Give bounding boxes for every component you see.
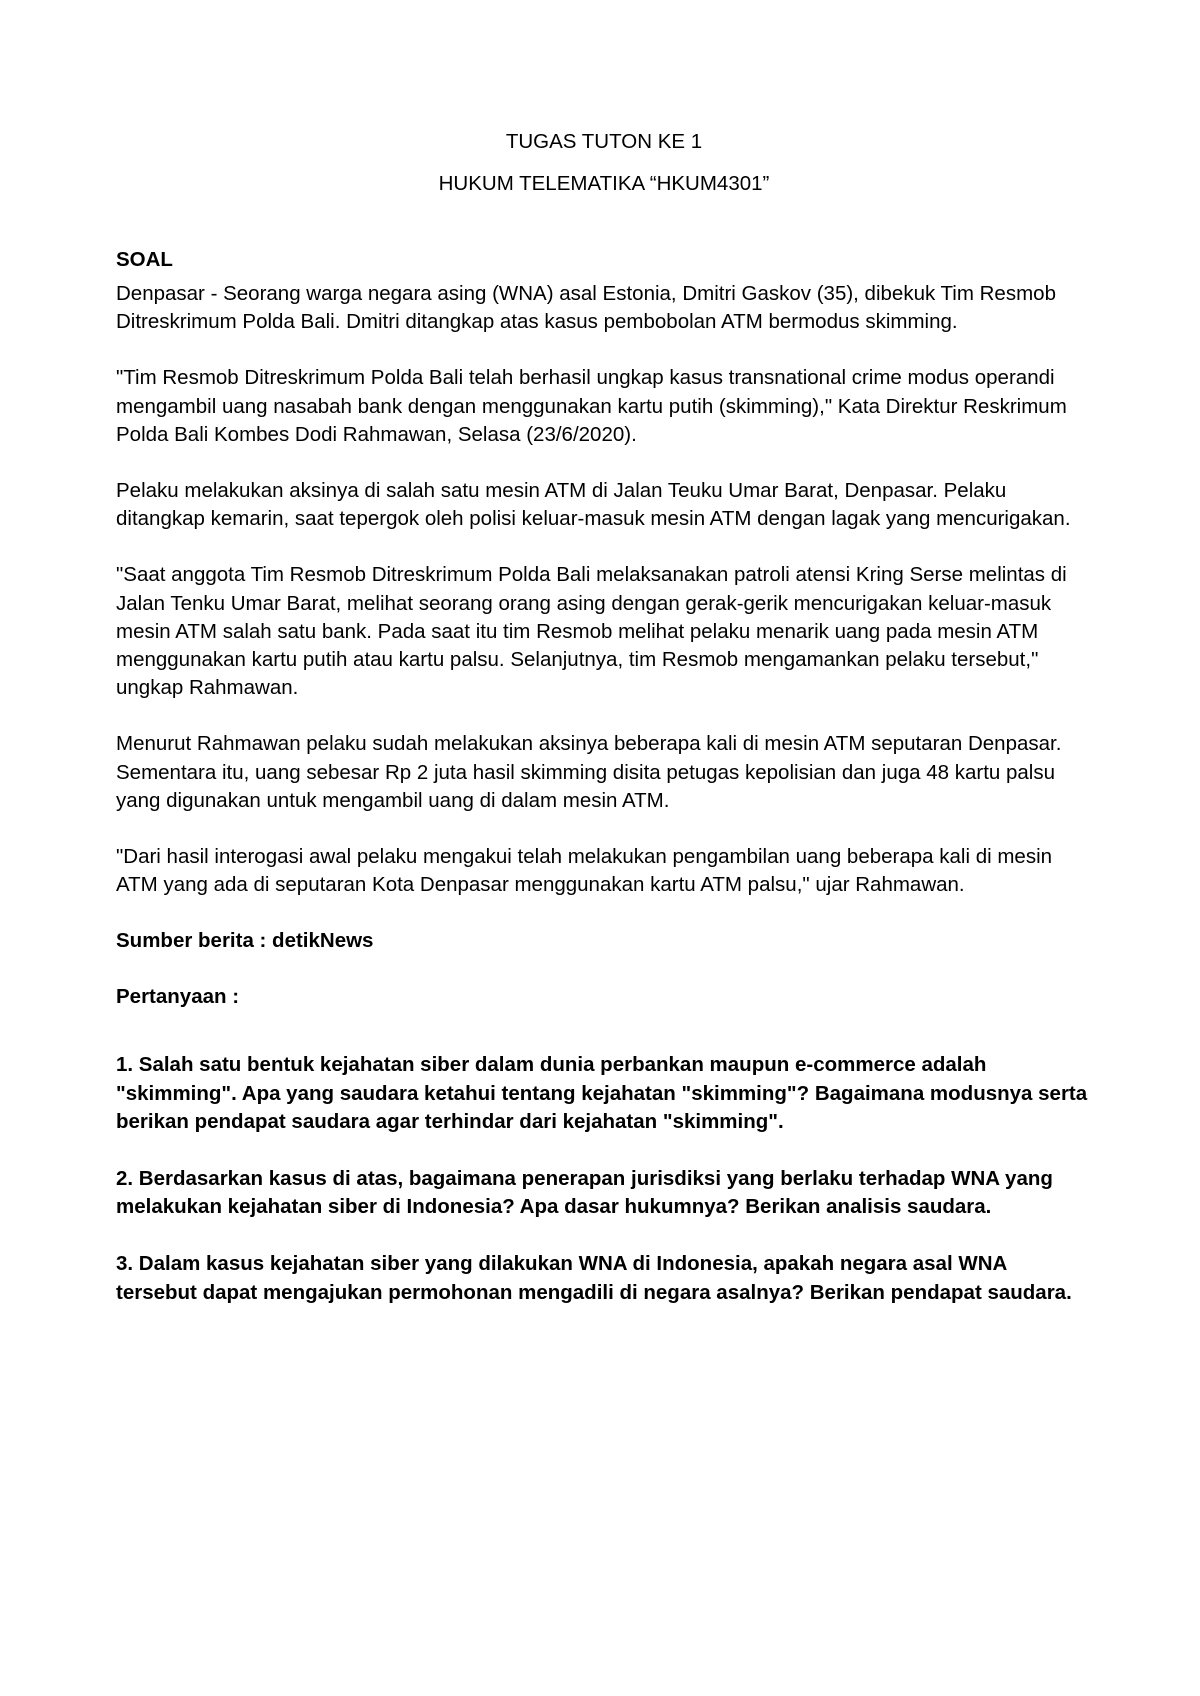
news-paragraph-3: Pelaku melakukan aksinya di salah satu mesin ATM di Jalan Teuku Umar Barat, Denpasar. Pelaku ditangkap kemarin, saat tepergok oleh polisi keluar-masuk mesin ATM dengan lagak yang mencurigakan. <box>116 479 1071 531</box>
question-1: 1. Salah satu bentuk kejahatan siber dalam dunia perbankan maupun e-commerce adalah "skimming". Apa yang saudara ketahui tentang kejahatan "skimming"? Bagaimana modusnya serta berikan pendapat saudara agar terhindar dari kejahatan "skimming". <box>116 1053 1088 1133</box>
document-content <box>116 128 1092 1336</box>
questions-label: Pertanyaan : <box>116 985 240 1009</box>
news-paragraph-2: "Tim Resmob Ditreskrimum Polda Bali telah berhasil ungkap kasus transnational crime modus operandi mengambil uang nasabah bank dengan menggunakan kartu putih (skimming)," Kata Direktur Reskrimum Polda Bali Kombes Dodi Rahmawan, Selasa (23/6/2020). <box>116 366 1067 446</box>
questions-list <box>116 1051 1092 1306</box>
document-subtitle: HUKUM TELEMATIKA “HKUM4301” <box>438 172 770 195</box>
news-paragraph-4: "Saat anggota Tim Resmob Ditreskrimum Polda Bali melaksanakan patroli atensi Kring Serse melintas di Jalan Tenku Umar Barat, melihat seorang orang asing dengan gerak-gerik mencurigakan keluar-masuk mesin ATM salah satu bank. Pada saat itu tim Resmob melihat pelaku menarik uang pada mesin ATM menggunakan kartu putih atau kartu palsu. Selanjutnya, tim Resmob mengamankan pelaku tersebut," ungkap Rahmawan. <box>116 563 1067 700</box>
news-source: Sumber berita : detikNews <box>116 929 374 953</box>
section-heading-soal: SOAL <box>116 248 173 271</box>
news-paragraph-1: Denpasar - Seorang warga negara asing (WNA) asal Estonia, Dmitri Gaskov (35), dibekuk Tim Resmob Ditreskrimum Polda Bali. Dmitri ditangkap atas kasus pembobolan ATM bermodus skimming. <box>116 282 1056 334</box>
document-title: TUGAS TUTON KE 1 <box>505 130 703 153</box>
news-paragraph-6: "Dari hasil interogasi awal pelaku mengakui telah melakukan pengambilan uang beberapa kali di mesin ATM yang ada di seputaran Kota Denpasar menggunakan kartu ATM palsu," ujar Rahmawan. <box>116 845 1053 897</box>
news-paragraph-5: Menurut Rahmawan pelaku sudah melakukan aksinya beberapa kali di mesin ATM seputaran Denpasar. Sementara itu, uang sebesar Rp 2 juta hasil skimming disita petugas kepolisian dan juga 48 kartu palsu yang digunakan untuk mengambil uang di dalam mesin ATM. <box>116 732 1062 812</box>
question-3: 3. Dalam kasus kejahatan siber yang dilakukan WNA di Indonesia, apakah negara asal WNA tersebut dapat mengajukan permohonan mengadili di negara asalnya? Berikan pendapat saudara. <box>116 1252 1072 1304</box>
question-2: 2. Berdasarkan kasus di atas, bagaimana penerapan jurisdiksi yang berlaku terhadap WNA yang melakukan kejahatan siber di Indonesia? Apa dasar hukumnya? Berikan analisis saudara. <box>116 1167 1053 1219</box>
